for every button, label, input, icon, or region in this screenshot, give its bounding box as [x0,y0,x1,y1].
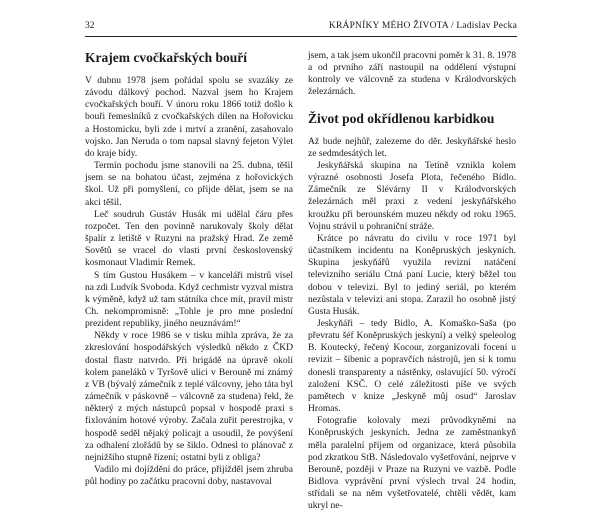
paragraph: S tím Gustou Husákem – v kanceláři mistrů visel na zdi Ludvík Svoboda. Když cechmistr vyzval mistra k výměně, když už tam státníka chce mít, pravil mistr Ch. nekompromisně: „Tohle je pro mne poslední prezident republiky, jiného neuznávám!“ [85,269,293,330]
paragraph: Fotografie kolovaly mezi průvodkyněmi na Koněpruských jeskyních. Jedna ze zaměstnankyň měla paralelní příjem od organizace, která působila pod zkratkou StB. Následovalo vyšetřování, nejprve v Berouně, později v Praze na Ruzyni ve vazbě. Podle Bidlova vyprávění první výslech trval 24 hodin, střídali se na něm vyšetřovatelé, chtěli vědět, kam ukryl ne- [308,415,516,512]
running-head: KRÁPNÍKY MÉHO ŽIVOTA / Ladislav Pecka [328,21,517,31]
section-heading-cvockarske-boure: Krajem cvočkařských bouří [85,50,247,65]
left-column [85,50,293,488]
paragraph-motto: Až bude nejhůř, zalezeme do děr. Jeskyňářské heslo ze sedmdesátých let. [308,135,516,159]
paragraph: Vadilo mi dojíždění do práce, přijížděl jsem zhruba půl hodiny po začátku pracovní doby, nastavoval [85,464,293,488]
section-heading-okridlena-karbidka: Život pod okřídlenou karbidkou [308,110,495,126]
paragraph: Termín pochodu jsme stanovili na 25. dubna, těšil jsem se na bohatou účast, zejména z hořovických škol. Už při pomyšlení, co přijde dělat, jsem se na akci těšil. [85,160,293,208]
paragraph: Leč soudruh Gustáv Husák mi udělal čáru přes rozpočet. Ten den povinně narukovaly školy dělat špalír z letiště v Ruzyni na pražský Hrad. Ze země Sovětů se vracel do vlasti první československý kosmonaut Vladimír Remek. [85,208,293,269]
paragraph: Někdy v roce 1986 se v tisku mihla zpráva, že za zkreslování hospodářských výsledků někdo z ČKD dostal flastr natvrdo. Při brigádě na úpravě okolí kolem paneláků v Tyršově ulici v Berouně mi známý z VB (bývalý zámečník z teplé válcovny, jeho táta byl zámečník v páskovně – válcovně za studena) řekl, že některý z mých nástupců popsal v hospodě praxi s fixlováním hotové výroby. Začala zuřit perestrojka, v hospodě seděl nějaký policajt a usoudil, že povýšení za odhalení zlořádů by se šiklo. Odnesl to plánovač z nejnižšího stupně řízení; ostatní byli z obliga? [85,330,293,463]
page-number: 32 [85,21,95,31]
page-header [85,20,517,37]
paragraph: Jeskyňáři – tedy Bidlo, A. Komaško-Saša (po převratu šéf Koněpruských jeskyní) a velký speleolog B. Koutecký, řečený Kocour, zorganizovali focení u revizit – šibenic a popravčích nástrojů, jen si k tomu donesli transparenty a nástěnky, oslavující 50. výročí založení KSČ. O celé záležitosti píše ve svých pamětech v knize „Jeskyně můj osud“ Jaroslav Hromas. [308,317,516,415]
paragraph: Krátce po návratu do civilu v roce 1971 byl účastníkem incidentu na Koněpruských jeskyních. Skupina jeskyňářů využila revizní natáčení televizního seriálu Ctná paní Lucie, který běžel tou dobou v televizi. Byl to jediný seriál, po kterém nezůstala v televizi ani stopa. Zarazil ho osobně jistý Gusta Husák. [308,232,516,317]
paragraph: Jeskyňářská skupina na Tetíně vznikla kolem výrazné osobnosti Josefa Plota, řečeného Bídlo. Zámečník ze Slévárny II v Králodvorských železárnách měl praxi z vedení jeskyňářského kroužku při berounském muzeu někdy od roku 1965. Vojnu strávil u pohraniční stráže. [308,159,516,232]
paragraph-continuation: jsem, a tak jsem ukončil pracovní poměr k 31. 8. 1978 a od prvního září nastoupil na oddělení výstupní kontroly ve válcovně za studena v Králodvorských železárnách. [308,50,516,98]
paragraph: V dubnu 1978 jsem pořádal spolu se svazáky ze závodu dálkový pochod. Nazval jsem ho Krajem cvočkařských bouří. V únoru roku 1866 totiž došlo k bouři řemeslníků z cvočkařských dílen na Hořovicku a Hostomicku, byli zde i mrtví a zranění, zasahovalo vojsko. Jan Neruda o tom napsal slavný fejeton Výlet do kraje bídy. [85,75,293,159]
right-column [308,50,516,512]
